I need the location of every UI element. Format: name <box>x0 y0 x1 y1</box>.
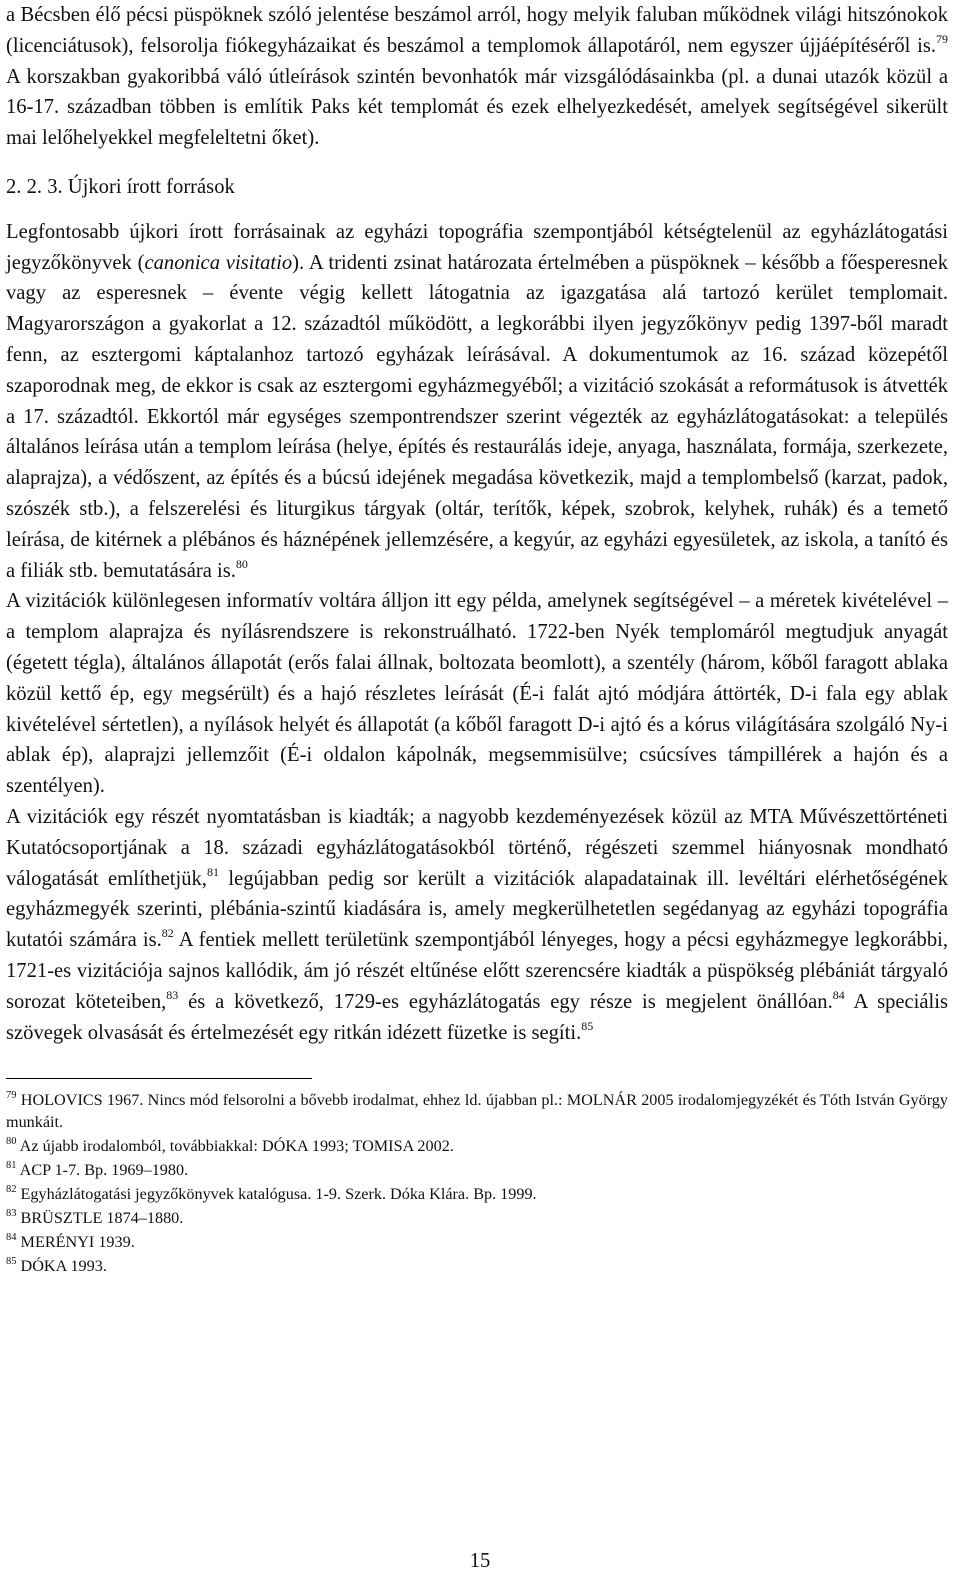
footnote-item <box>6 1135 948 1157</box>
footnote-ref: 81 <box>206 864 219 879</box>
text-run: A speciális szövegek olvasását és értelmezését egy ritkán idézett füzetke is segíti. <box>6 990 948 1044</box>
footnote-number: 82 <box>6 1184 17 1196</box>
page-number: 15 <box>469 1550 491 1572</box>
paragraph-canonical-visitations <box>6 217 948 587</box>
footnote-item <box>6 1183 948 1205</box>
footnote-ref: 84 <box>832 987 845 1002</box>
paragraph-published-visitations <box>6 802 948 1048</box>
footnote-number: 81 <box>6 1160 17 1172</box>
footnote-number: 80 <box>6 1136 17 1148</box>
footnote-text: ACP 1-7. Bp. 1969–1980. <box>16 1161 189 1180</box>
section-heading: 2. 2. 3. Újkori írott források <box>6 175 235 198</box>
footnote-text: BRÜSZTLE 1874–1880. <box>16 1209 184 1228</box>
text-run: A fentiek mellett területünk szempontjából lényeges, hogy a pécsi egyházmegye legkorábbi, 1721-es vizitációja sajnos kallódik, ám jó részét eltűnése előtt szerencsére kiadták a püspökség plébániát tárgyaló sorozat köteteiben, <box>6 929 948 1013</box>
footnote-number: 84 <box>6 1232 17 1244</box>
footnote-text: Egyházlátogatási jegyzőkönyvek katalógusa. 1-9. Szerk. Dóka Klára. Bp. 1999. <box>16 1185 537 1204</box>
paragraph-intro <box>6 0 948 154</box>
footnote-item <box>6 1159 948 1181</box>
footnote-item <box>6 1089 948 1133</box>
footnote-ref: 85 <box>581 1018 594 1033</box>
footnote-separator <box>6 1078 312 1079</box>
text-run: A vizitációk egy részét nyomtatásban is kiadták; a nagyobb kezdeményezések közül az MTA Művészettörténeti Kutatócsoportjának a 18. századi egyházlátogatásokból történő, régészeti szemmel hiányosnak mondható válogatását említhetjük, <box>6 805 948 890</box>
footnote-ref: 79 <box>936 31 948 46</box>
italic-term: canonica visitatio <box>144 251 293 274</box>
footnote-item <box>6 1255 948 1277</box>
paragraph-visitation-example <box>6 586 948 802</box>
footnote-text: DÓKA 1993. <box>16 1257 107 1276</box>
footnote-ref: 83 <box>166 987 179 1002</box>
text-run: Legfontosabb újkori írott forrásainak az egyházi topográfia szempontjából kétségtelenül az egyházlátogatási jegyzőkönyvek ( <box>6 220 948 274</box>
footnote-item <box>6 1231 948 1253</box>
text-run: A vizitációk különlegesen informatív voltára álljon itt egy példa, amelynek segítségével – a méretek kivételével – a templom alaprajza és nyílásrendszere is rekonstruálható. 1722-ben Nyék templomáról megtudjuk anyagát (égetett tégla), általános állapotát (erős falai állnak, boltozata beomlott), a szentély (három, kőből faragott ablaka közül kettő ép, egy megsérült) és a hajó részletes leírását (É-i falát ajtó módjára áttörték, D-i fala egy ablak kivételével sértetlen), a nyílások helyét és állapotát (a kőből faragott D-i ajtó és a kórus világítására szolgáló Ny-i ablak ép), alaprajzi jellemzőit (É-i oldalon kápolnák, megsemmisülve; csúcsíves támpillérek a hajón és a szentélyen). <box>6 590 948 798</box>
footnote-number: 83 <box>6 1208 17 1220</box>
footnote-text: MERÉNYI 1939. <box>16 1233 135 1252</box>
text-run: és a következő, 1729-es egyházlátogatás egy része is megjelent önállóan. <box>178 990 833 1013</box>
footnote-ref: 82 <box>161 926 174 941</box>
text-run: legújabban pedig sor került a vizitációk alapadatainak ill. levéltári elérhetőségének egyházmegyék szerinti, plébánia-szintű kiadására is, amely megkerülhetetlen segédanyag az egyházi topográfia kutatói számára is. <box>6 867 948 952</box>
footnote-item <box>6 1207 948 1229</box>
text-run: A korszakban gyakoribbá váló útleírások szintén bevonhatók már vizsgálódásainkba (pl. a dunai utazók közül a 16-17. században többen is említik Paks két templomát és ezek elhelyezkedését, amelyek segítségével sikerült mai lelőhelyekkel megfeleltetni őket). <box>6 65 948 150</box>
footnote-text: HOLOVICS 1967. Nincs mód felsorolni a bővebb irodalmat, ehhez ld. újabban pl.: MOLNÁR 2005 irodalomjegyzékét és Tóth István György munkáit. <box>6 1091 948 1132</box>
footnote-text: Az újabb irodalomból, továbbiakkal: DÓKA 1993; TOMISA 2002. <box>16 1137 454 1156</box>
text-run: a Bécsben élő pécsi püspöknek szóló jelentése beszámol arról, hogy melyik faluban működnek világi hitszónokok (licenciátusok), felsorolja fiókegyházaikat és beszámol a templomok állapotáról, nem egyszer újjáépítéséről is. <box>6 4 948 57</box>
footnote-ref: 80 <box>235 556 248 571</box>
footnote-number: 85 <box>6 1256 17 1268</box>
footnote-number: 79 <box>6 1090 17 1102</box>
text-run: ). A tridenti zsinat határozata értelmében a püspöknek – később a főesperesnek vagy az esperesnek – évente végig kellett látogatnia az igazgatása alá tartozó kerület templomait. Magyarországon a gyakorlat a 12. századtól működött, a legkorábbi ilyen jegyzőkönyv pedig 1397-ből maradt fenn, az esztergomi káptalanhoz tartozó egyházak leírásával. A dokumentumok az 16. század közepétől szaporodnak meg, de ekkor is csak az esztergomi egyházmegyéből; a vizitáció szokását a reformátusok is átvették a 17. századtól. Ekkortól már egységes szempontrendszer szerint végezték az egyházlátogatásokat: a település általános leírása után a templom leírása (helye, építés és restaurálás ideje, anyaga, használata, formája, szerkezete, alaprajza), a védőszent, az építés és a búcsú idejének megadása következik, majd a templombelső (karzat, padok, szószék stb.), a felszerelési és liturgikus tárgyak (oltár, terítők, képek, szobrok, kelyhek, ruhák) és a temető leírása, de kitérnek a plébános és háznépének jellemzésére, a kegyúr, az egyházi egyesületek, az iskola, a tanító és a filiák stb. bemutatására is. <box>6 251 948 582</box>
footnotes <box>6 1089 948 1277</box>
